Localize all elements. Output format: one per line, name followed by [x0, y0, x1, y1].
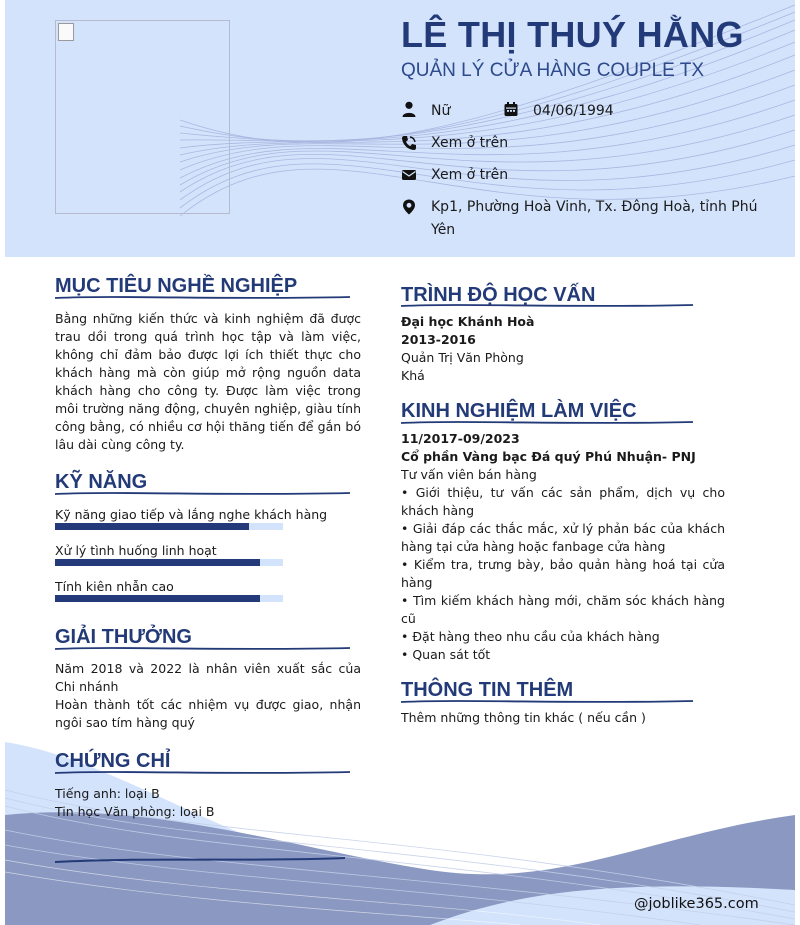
envelope-icon [401, 167, 417, 183]
experience-duty: • Tìm kiếm khách hàng mới, chăm sóc khách hàng cũ [401, 593, 725, 626]
profile-photo [55, 20, 230, 214]
address-value: Kp1, Phường Hoà Vinh, Tx. Đông Hoà, tỉnh Phú Yên [431, 199, 758, 238]
skill-bar [55, 559, 283, 566]
skill-bar-fill [55, 523, 249, 530]
certificate-line: Tiếng anh: loại B [55, 786, 160, 801]
user-icon [401, 101, 417, 117]
skill-bar-fill [55, 595, 260, 602]
education-years: 2013-2016 [401, 332, 476, 347]
heading-underline [55, 769, 350, 777]
education-school: Đại học Khánh Hoà [401, 314, 535, 329]
gender-value: Nữ [431, 103, 451, 119]
experience-duty: • Đặt hàng theo nhu cầu của khách hàng [401, 629, 660, 644]
awards-heading: GIẢI THƯỞNG [55, 626, 192, 648]
award-line: Năm 2018 và 2022 là nhân viên xuất sắc của Chi nhánh [55, 661, 361, 694]
skill-label: Xử lý tình huống linh hoạt [55, 543, 217, 558]
heading-underline [401, 419, 693, 427]
skill-label: Kỹ năng giao tiếp và lắng nghe khách hàng [55, 507, 328, 522]
experience-duty: • Quan sát tốt [401, 647, 491, 662]
heading-underline [55, 645, 350, 653]
experience-position: Tư vấn viên bán hàng [401, 467, 537, 482]
watermark-link[interactable]: @joblike365.com [634, 896, 759, 912]
education-major: Quản Trị Văn Phòng [401, 350, 524, 365]
heading-underline [401, 698, 693, 706]
certificate-line: Tin học Văn phòng: loại B [55, 804, 215, 819]
education-heading: TRÌNH ĐỘ HỌC VẤN [401, 284, 596, 306]
phone-value: Xem ở trên [431, 135, 509, 151]
heading-underline [401, 302, 693, 310]
extra-info-heading: THÔNG TIN THÊM [401, 679, 574, 701]
experience-company: Cổ phần Vàng bạc Đá quý Phú Nhuận- PNJ [401, 449, 696, 464]
calendar-icon [503, 101, 519, 117]
skill-bar-fill [55, 559, 260, 566]
heading-underline [55, 490, 350, 498]
extra-info-text: Thêm những thông tin khác ( nếu cần ) [401, 710, 646, 725]
email-value: Xem ở trên [431, 167, 509, 183]
certificates-heading: CHỨNG CHỈ [55, 750, 171, 772]
experience-heading: KINH NGHIỆM LÀM VIỆC [401, 400, 637, 422]
full-name: LÊ THỊ THUÝ HẰNG [401, 14, 744, 55]
broken-image-icon [58, 23, 74, 41]
job-title: QUẢN LÝ CỬA HÀNG COUPLE TX [401, 60, 705, 81]
heading-underline [55, 294, 350, 302]
education-grade: Khá [401, 368, 425, 383]
experience-duty: • Kiểm tra, trưng bày, bảo quản hàng hoá tại cửa hàng [401, 557, 725, 590]
experience-duty: • Giới thiệu, tư vấn các sản phẩm, dịch vụ cho khách hàng [401, 485, 725, 518]
objective-heading: MỤC TIÊU NGHỀ NGHIỆP [55, 275, 298, 297]
experience-period: 11/2017-09/2023 [401, 431, 520, 446]
skill-bar [55, 523, 283, 530]
skills-heading: KỸ NĂNG [55, 471, 148, 493]
skill-label: Tính kiên nhẫn cao [55, 579, 174, 594]
location-pin-icon [401, 199, 417, 215]
phone-icon [401, 135, 417, 151]
objective-text: Bằng những kiến thức và kinh nghiệm đã được trau dồi trong quá trình học tập và làm việc, không chỉ đảm bảo được lợi ích thiết thực cho khách hàng mà còn giúp mở rộng nguồn data khách hàng cho công ty. Được làm việc trong môi trường năng động, chuyên nghiệp, giàu tính công bằng, có nhiều cơ hội thăng tiến để gắn bó lâu dài cùng công ty. [55, 311, 361, 452]
experience-duty: • Giải đáp các thắc mắc, xử lý phản bác của khách hàng tại cửa hàng hoặc fanbage cửa hàng [401, 521, 725, 554]
birthdate-value: 04/06/1994 [533, 103, 614, 119]
award-line: Hoàn thành tốt các nhiệm vụ được giao, nhận ngôi sao tím hàng quý [55, 697, 361, 730]
skill-bar [55, 595, 283, 602]
